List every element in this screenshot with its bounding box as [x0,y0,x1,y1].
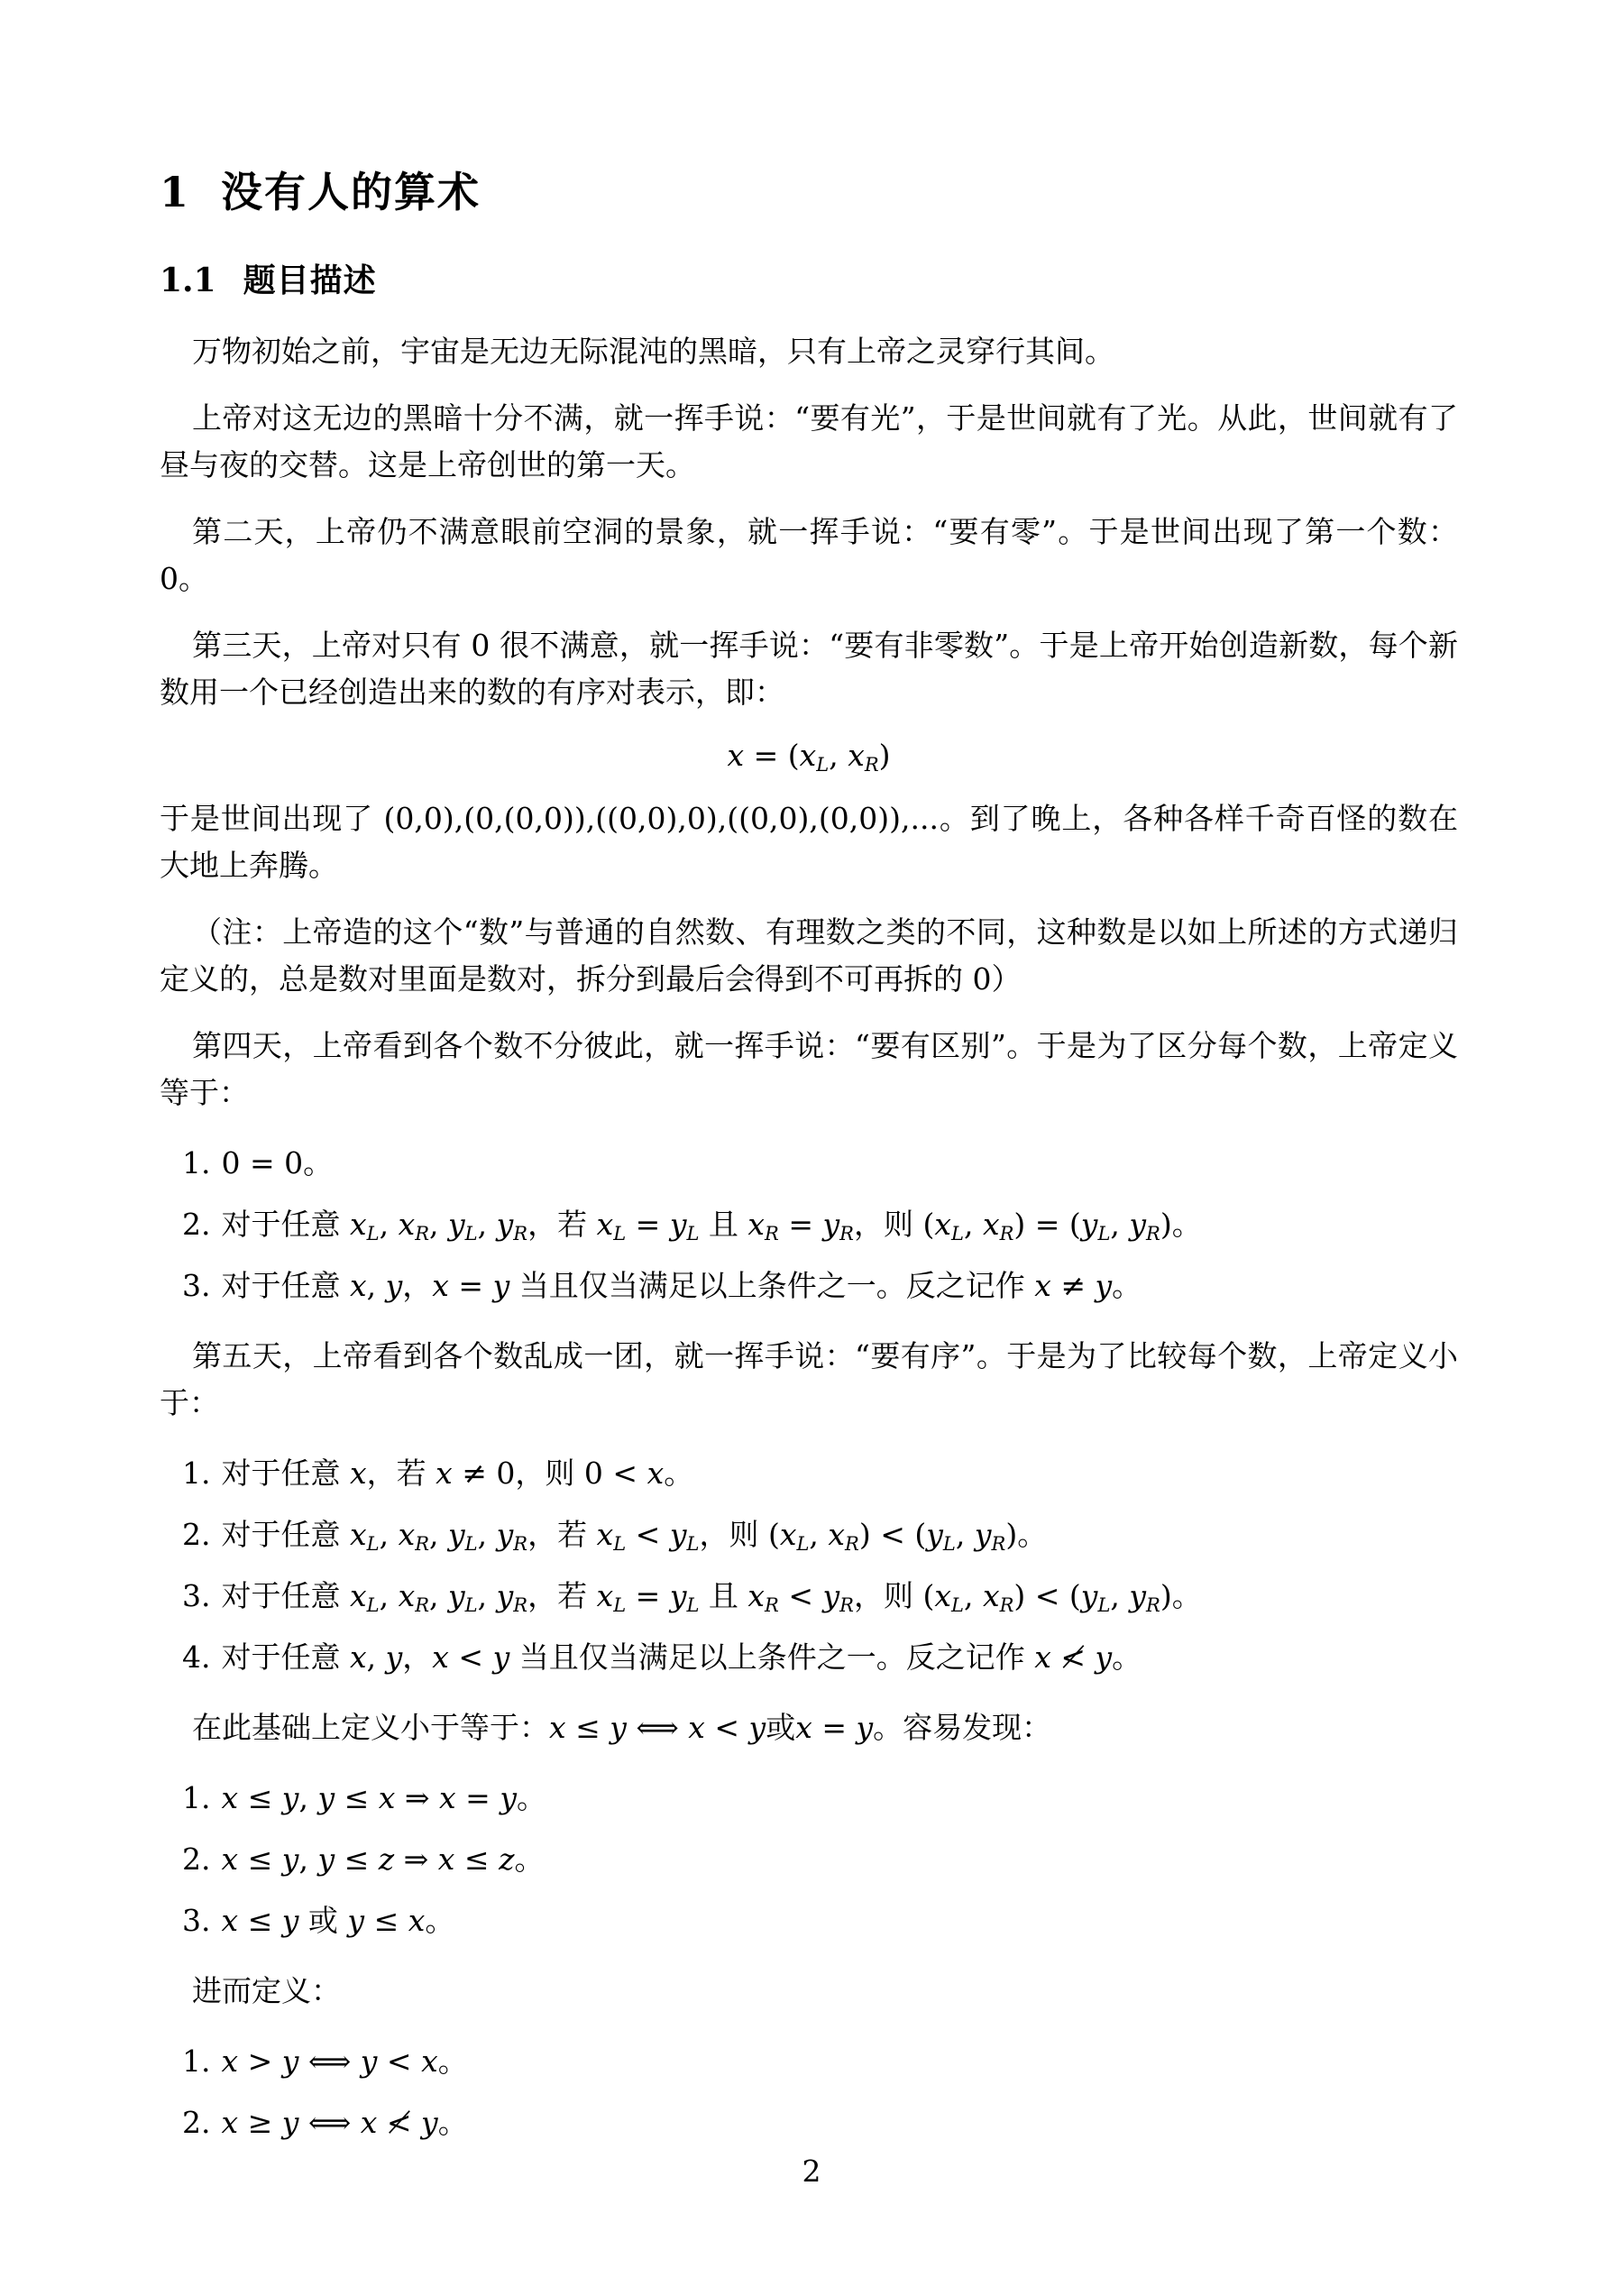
list-item [160,1897,1458,1944]
paragraph-day4-equality: 第四天，上帝看到各个数不分彼此，就一挥手说：“要有区别”。于是为了区分每个数，上帝定义等于： [160,1027,1458,1110]
item-number: 3. [182,1577,211,1613]
item-text: 对于任意 $x_L$, $x_R$, $y_L$, $y_R$，若 $x_L = y_L$ 且 $x_R = y_R$，则 ($x_L$, $x_R) = (y_L$, $y_R$)。 [221,1206,1202,1244]
section-heading [160,167,1458,219]
list-item [160,1573,1458,1620]
item-number: 1. [182,2043,211,2079]
item-text: 对于任意 x, y，x = y 当且仅当满足以上条件之一。反之记作 x ≠ y。 [221,1267,1142,1303]
item-text: x ≤ y 或 y ≤ x。 [221,1902,455,1938]
paragraph-further-definition: 进而定义： [192,1972,341,2008]
derived-relations-list [160,2038,1458,2146]
paragraph-day3-nonzero: 第三天，上帝对只有 0 很不满意，就一挥手说：“要有非零数”。于是上帝开始创造新数，每个新数用一个已经创造出来的数的有序对表示，即： [160,627,1458,710]
subsection-title: 题目描述 [243,262,377,299]
item-text: x ≤ y, y ≤ x ⇒ x = y。 [221,1779,546,1815]
leq-properties-list [160,1775,1458,1944]
item-text: 0 = 0。 [221,1144,334,1180]
paragraph-day5-order: 第五天，上帝看到各个数乱成一团，就一挥手说：“要有序”。于是为了比较每个数，上帝定义小于： [160,1337,1458,1420]
item-number: 2. [182,2104,211,2140]
item-number: 3. [182,1902,211,1938]
paragraph-note-recursive-definition: （注：上帝造的这个“数”与普通的自然数、有理数之类的不同，这种数是以如上所述的方式递归定义的，总是数对里面是数对，拆分到最后会得到不可再拆的 0） [160,914,1458,996]
list-item [160,1511,1458,1558]
paragraph-numbers-appear: 于是世间出现了 (0,0),(0,(0,0)),((0,0),0),((0,0),(0,0)),...。到了晚上，各种各样千奇百怪的数在大地上奔腾。 [160,800,1458,883]
item-text: 对于任意 x, y，x < y 当且仅当满足以上条件之一。反之记作 x ≮ y。 [221,1639,1142,1675]
list-item [160,1201,1458,1248]
item-text: x > y ⟺ y < x。 [221,2043,468,2079]
list-item [160,1263,1458,1309]
less-than-definition-list [160,1450,1458,1681]
item-number: 4. [182,1639,211,1675]
item-number: 1. [182,1144,211,1180]
paragraph-day2-zero: 第二天，上帝仍不满意眼前空洞的景象，就一挥手说：“要有零”。于是世间出现了第一个数：0。 [160,513,1458,596]
section-number: 1 [160,168,189,216]
item-number: 1. [182,1779,211,1815]
subsection-heading [160,261,1458,301]
list-item [160,2099,1458,2146]
item-number: 3. [182,1267,211,1303]
item-number: 2. [182,1206,211,1242]
list-item [160,1634,1458,1681]
item-text: 对于任意 $x_L$, $x_R$, $y_L$, $y_R$，若 $x_L < y_L$，则 ($x_L$, $x_R) < (y_L$, $y_R$)。 [221,1516,1048,1555]
page-number: 2 [802,2154,821,2189]
list-item [160,1140,1458,1187]
item-number: 1. [182,1455,211,1491]
list-item [160,1450,1458,1497]
paragraph-genesis: 万物初始之前，宇宙是无边无际混沌的黑暗，只有上帝之灵穿行其间。 [192,333,1114,369]
item-number: 2. [182,1516,211,1552]
display-formula-pair-definition: $x = (x_L$, $x_R$) [727,737,891,776]
section-title: 没有人的算术 [221,168,481,216]
subsection-number: 1.1 [160,261,216,299]
item-text: 对于任意 $x_L$, $x_R$, $y_L$, $y_R$，若 $x_L = y_L$ 且 $x_R < y_R$，则 ($x_L$, $x_R) < (y_L$, $y_R$)。 [221,1577,1202,1616]
equality-definition-list [160,1140,1458,1309]
item-text: 对于任意 x，若 x ≠ 0，则 0 < x。 [221,1455,694,1491]
list-item [160,1775,1458,1822]
item-text: x ≤ y, y ≤ z ⇒ x ≤ z。 [221,1841,545,1877]
paragraph-day1-light: 上帝对这无边的黑暗十分不满，就一挥手说：“要有光”，于是世间就有了光。从此，世间就有了昼与夜的交替。这是上帝创世的第一天。 [160,400,1458,482]
item-number: 2. [182,1841,211,1877]
list-item [160,1836,1458,1883]
item-text: x ≥ y ⟺ x ≮ y。 [221,2104,468,2140]
paragraph-leq-definition: 在此基础上定义小于等于：x ≤ y ⟺ x < y或x = y。容易发现： [192,1709,1052,1745]
list-item [160,2038,1458,2085]
